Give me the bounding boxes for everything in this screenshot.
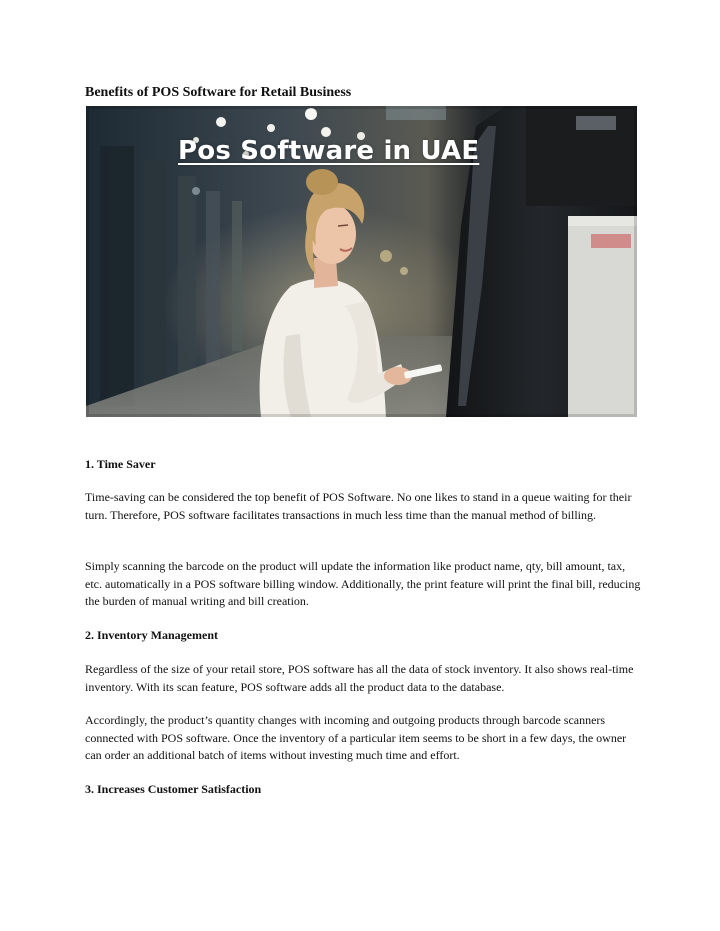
document-title: Benefits of POS Software for Retail Business — [85, 85, 352, 100]
paragraph-time-saver-2: Simply scanning the barcode on the product will update the information like product name, qty, bill amount, tax, etc. automatically in a POS software billing window. Additionally, the print feature will print the final bill, reducing the burden of manual writing and bill creation. — [85, 559, 641, 608]
paragraph-inventory-1: Regardless of the size of your retail store, POS software has all the data of stock inventory. It also shows real-time inventory. With its scan feature, POS software adds all the product data to the database. — [85, 662, 634, 694]
hero-caption: Pos Software in UAE — [178, 136, 480, 166]
paragraph-time-saver-1: Time-saving can be considered the top benefit of POS Software. No one likes to stand in a queue waiting for their turn. Therefore, POS software facilitates transactions in much less time than the manual method of billing. — [85, 490, 632, 522]
section-heading-customer-satisfaction: 3. Increases Customer Satisfaction — [85, 782, 262, 796]
hero-image — [86, 106, 637, 417]
section-heading-time-saver: 1. Time Saver — [85, 457, 156, 471]
section-heading-inventory: 2. Inventory Management — [85, 628, 218, 642]
paragraph-inventory-2: Accordingly, the product’s quantity changes with incoming and outgoing products through barcode scanners connected with POS software. Once the inventory of a particular item seems to be short in a few days, the owner can order an additional batch of items without investing much time and effort. — [85, 713, 627, 762]
